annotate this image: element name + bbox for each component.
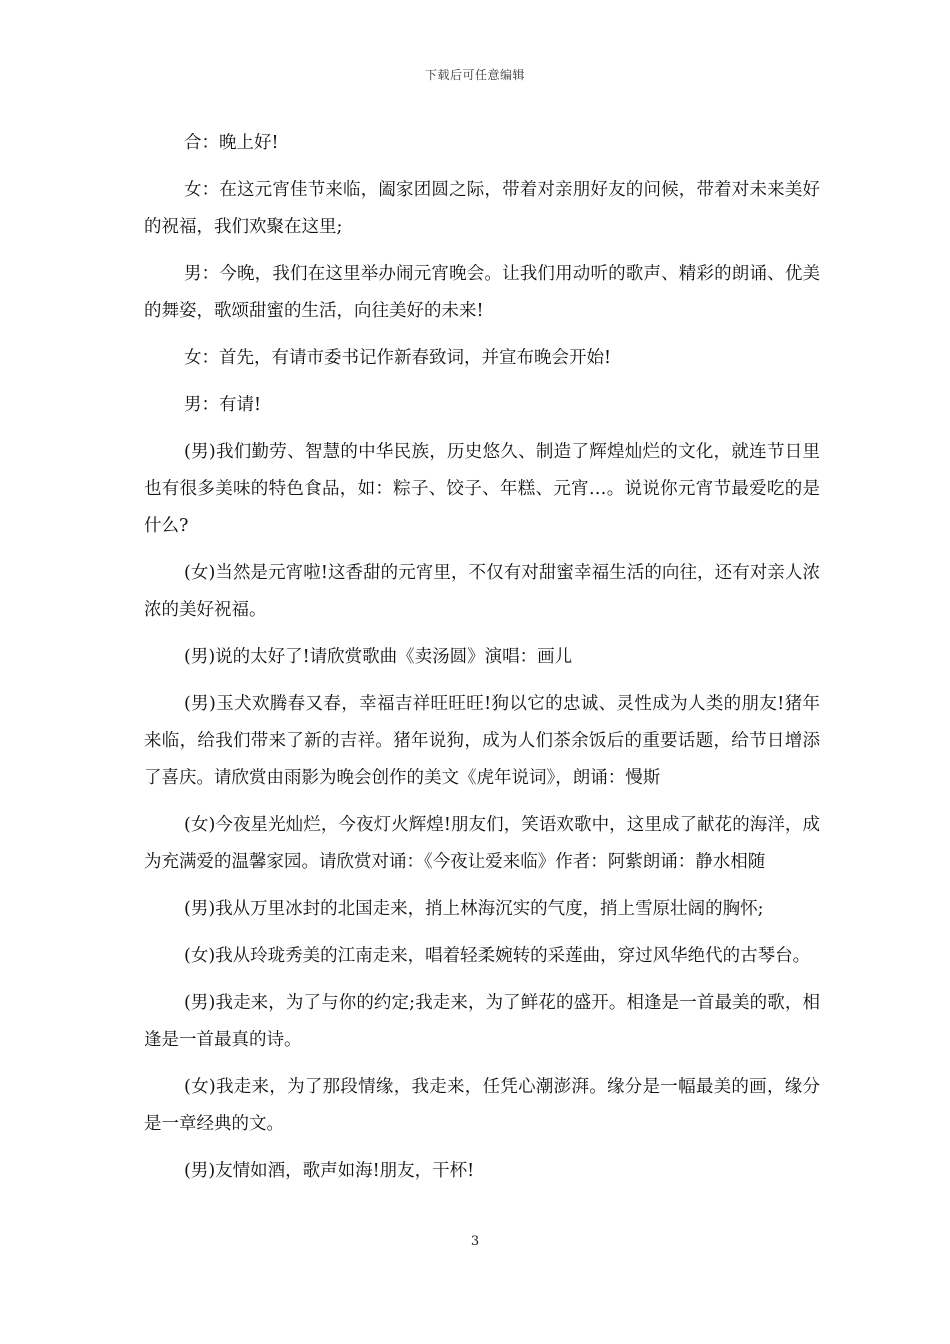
paragraph: 合：晚上好! bbox=[184, 133, 279, 153]
paragraph: (男)友情如酒，歌声如海!朋友，干杯! bbox=[184, 1161, 475, 1181]
paragraph: (女)我从玲珑秀美的江南走来，唱着轻柔婉转的采莲曲，穿过风华绝代的古琴台。 bbox=[184, 946, 811, 966]
paragraph: (女)我走来，为了那段情缘，我走来，任凭心潮澎湃。缘分是一幅最美的画，缘分是一章经典的文。 bbox=[144, 1077, 820, 1134]
paragraph: (男)我们勤劳、智慧的中华民族，历史悠久、制造了辉煌灿烂的文化，就连节日里也有很多美味的特色食品，如：粽子、饺子、年糕、元宵…。说说你元宵节最爱吃的是什么? bbox=[144, 442, 820, 536]
paragraph: (男)说的太好了!请欣赏歌曲《卖汤圆》演唱：画儿 bbox=[184, 647, 573, 667]
paragraph: (女)当然是元宵啦!这香甜的元宵里，不仅有对甜蜜幸福生活的向往，还有对亲人浓浓的美好祝福。 bbox=[144, 563, 820, 620]
paragraph: (男)我走来，为了与你的约定;我走来，为了鲜花的盛开。相逢是一首最美的歌，相逢是一首最真的诗。 bbox=[144, 993, 820, 1050]
paragraph: 女：在这元宵佳节来临，阖家团圆之际，带着对亲朋好友的问候，带着对未来美好的祝福，我们欢聚在这里; bbox=[144, 180, 820, 237]
paragraph: (女)今夜星光灿烂，今夜灯火辉煌!朋友们，笑语欢歌中，这里成了献花的海洋，成为充满爱的温馨家园。请欣赏对诵：《今夜让爱来临》作者：阿紫朗诵：静水相随 bbox=[144, 815, 820, 872]
page-header: 下载后可任意编辑 bbox=[424, 68, 525, 82]
paragraph: (男)玉犬欢腾春又春，幸福吉祥旺旺旺!狗以它的忠诚、灵性成为人类的朋友!猪年来临，给我们带来了新的吉祥。猪年说狗，成为人们茶余饭后的重要话题，给节日增添了喜庆。请欣赏由雨影为晚会创作的美文《虎年说词》，朗诵：慢斯 bbox=[144, 694, 820, 788]
paragraph: (男)我从万里冰封的北国走来，捎上林海沉实的气度，捎上雪原壮阔的胸怀; bbox=[184, 899, 764, 919]
paragraph: 男：有请! bbox=[184, 395, 262, 415]
page-number: 3 bbox=[470, 1234, 480, 1249]
paragraph: 男：今晚，我们在这里举办闹元宵晚会。让我们用动听的歌声、精彩的朗诵、优美的舞姿，歌颂甜蜜的生活，向往美好的未来! bbox=[144, 264, 820, 321]
paragraph: 女：首先，有请市委书记作新春致词，并宣布晚会开始! bbox=[184, 348, 612, 368]
document-body bbox=[144, 125, 820, 1200]
